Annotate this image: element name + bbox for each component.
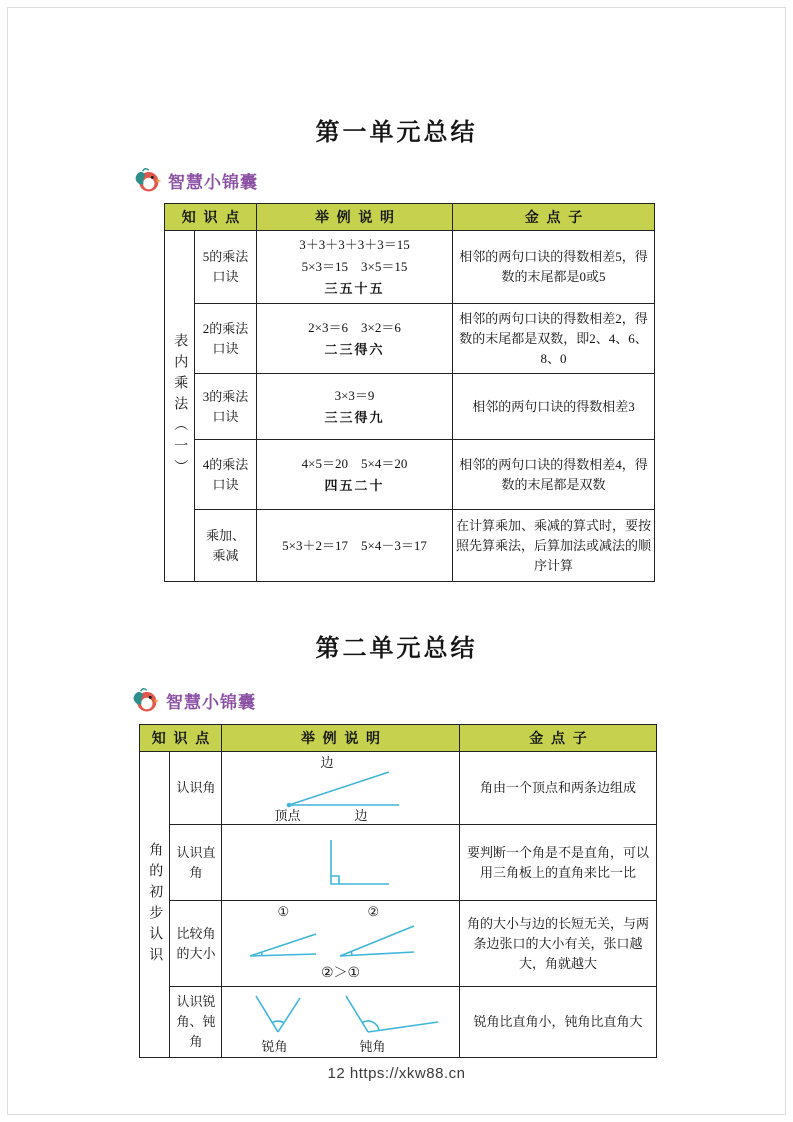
right-angle-drawing: [286, 833, 396, 893]
topic-cell: [195, 440, 257, 510]
table-row: [140, 987, 657, 1058]
unit2-header-row: [140, 725, 657, 752]
topic-text: 比较角的大小: [176, 925, 216, 961]
formula-line: 三五十五: [324, 281, 385, 297]
topic-cell: [170, 825, 222, 901]
example-cell: [257, 510, 453, 582]
topic-cell: [170, 987, 222, 1058]
example-line: 3×3＝9: [334, 387, 375, 403]
tips-column-header: 金点子: [460, 725, 657, 752]
example-line: 3＋3＋3＋3＋3＝15: [299, 237, 410, 252]
tips-column-header: 金点子: [453, 204, 655, 231]
topic-text: 认识锐角、钝角: [176, 994, 216, 1050]
topic-cell: [195, 374, 257, 440]
unit2-group-label: 角的初步认识: [147, 841, 163, 968]
example-line: 4×5＝20 5×4＝20: [301, 455, 408, 471]
formula-line: 二三得六: [324, 341, 385, 357]
knowledge-column-header: 知识点: [140, 725, 222, 752]
table-row: [165, 374, 655, 440]
topic-text: 4的乘法口诀: [202, 456, 249, 492]
topic-text: 认识直角: [176, 844, 216, 880]
unit1-summary-table: [164, 203, 655, 582]
mascot-icon: [130, 686, 160, 714]
edge-bottom-label: 边: [354, 808, 368, 824]
acute-obtuse-diagram: [226, 990, 456, 1054]
topic-cell: [195, 510, 257, 582]
topic-text: 乘加、乘减: [205, 527, 245, 563]
table-row: [140, 901, 657, 987]
badge-label: 智慧小锦囊: [166, 692, 256, 712]
unit2-summary-table: [139, 724, 657, 1058]
topic-text: 3的乘法口诀: [202, 388, 249, 424]
acute-obtuse-drawing: [226, 990, 456, 1034]
example-cell: [257, 374, 453, 440]
tip-cell: 角的大小与边的长短无关，与两条边张口的大小有关，张口越大，角就越大: [460, 901, 657, 987]
tip-cell: 相邻的两句口诀的得数相差4，得数的末尾都是双数: [453, 440, 655, 510]
tip-cell: 要判断一个角是不是直角，可以用三角板上的直角来比一比: [460, 825, 657, 901]
unit1-title: 第一单元总结: [315, 119, 478, 146]
topic-cell: [170, 752, 222, 825]
edge-top-label: 边: [320, 755, 334, 771]
tip-cell: 相邻的两句口诀的得数相差3: [453, 374, 655, 440]
unit1-group-cell: [165, 231, 195, 582]
wisdom-badge-2: [130, 685, 785, 715]
mascot-icon: [132, 166, 162, 194]
knowledge-column-header: 知识点: [165, 204, 257, 231]
unit2-group-cell: [140, 752, 170, 1058]
angle1-label: ①: [277, 903, 290, 919]
unit1-header-row: [165, 204, 655, 231]
topic-cell: [195, 304, 257, 374]
topic-cell: [195, 231, 257, 304]
example-line: 2×3＝6 3×2＝6: [308, 319, 401, 335]
topic-cell: [170, 901, 222, 987]
page-footer: 12 https://xkw88.cn: [327, 1065, 466, 1082]
tip-cell: 在计算乘加、乘减的算式时，要按照先算乘法，后算加法或减法的顺序计算: [453, 510, 655, 582]
badge-label: 智慧小锦囊: [168, 172, 258, 192]
formula-line: 三三得九: [324, 409, 385, 425]
example-line: 5×3＝15 3×5＝15: [301, 259, 408, 275]
obtuse-label: 钝角: [359, 1039, 386, 1055]
table-row: [140, 752, 657, 825]
tip-cell: 相邻的两句口诀的得数相差2，得数的末尾都是双数，即2、4、6、8、0: [453, 304, 655, 374]
tip-cell: 相邻的两句口诀的得数相差5，得数的末尾都是0或5: [453, 231, 655, 304]
example-cell: [257, 304, 453, 374]
table-row: [165, 231, 655, 304]
acute-label: 锐角: [261, 1039, 288, 1055]
table-row: [165, 510, 655, 582]
tip-cell: 角由一个顶点和两条边组成: [460, 752, 657, 825]
example-cell: [257, 231, 453, 304]
document-page: [7, 7, 786, 1115]
compare-angles-diagram: [236, 903, 446, 982]
topic-text: 5的乘法口诀: [202, 249, 249, 285]
diagram-cell: [222, 825, 460, 901]
diagram-cell: [222, 752, 460, 825]
diagram-cell: [222, 987, 460, 1058]
table-row: [140, 825, 657, 901]
right-angle-diagram: [286, 833, 396, 893]
topic-text: 认识角: [176, 780, 216, 796]
examples-column-header: 举例说明: [222, 725, 460, 752]
example-line: 5×3＋2＝17 5×4－3＝17: [282, 537, 427, 553]
wisdom-badge-1: [132, 165, 785, 195]
topic-text: 2的乘法口诀: [202, 320, 249, 356]
compare-angles-drawing: [236, 922, 446, 960]
diagram-cell: [222, 901, 460, 987]
table-row: [165, 304, 655, 374]
formula-line: 四五二十: [324, 477, 385, 493]
example-cell: [257, 440, 453, 510]
unit2-title: 第二单元总结: [315, 635, 478, 663]
tip-cell: 锐角比直角小，钝角比直角大: [460, 987, 657, 1058]
examples-column-header: 举例说明: [257, 204, 453, 231]
unit1-group-label: 表内乘法（一）: [172, 332, 188, 480]
compare-caption: ②＞①: [320, 965, 361, 981]
angle-parts-diagram: [259, 755, 423, 824]
vertex-label: 顶点: [274, 808, 301, 824]
table-row: [165, 440, 655, 510]
angle2-label: ②: [367, 903, 380, 919]
